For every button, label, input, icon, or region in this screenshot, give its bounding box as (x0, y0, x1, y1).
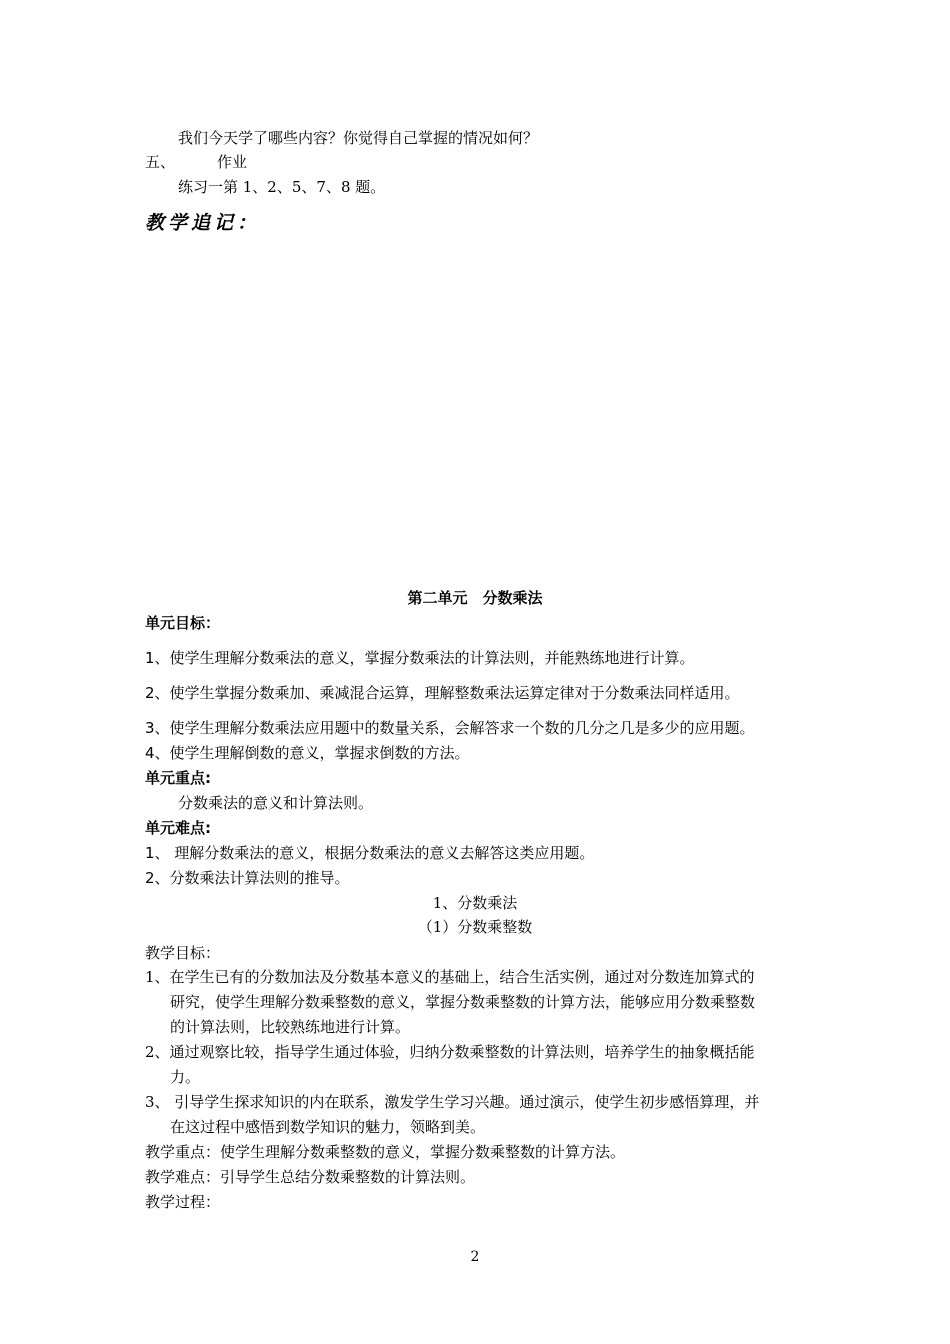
lesson-title: （1）分数乘整数 (417, 918, 533, 936)
teaching-notes-heading: 教学追记： (145, 212, 261, 234)
unit-difficulty-heading: 单元难点: (145, 819, 211, 837)
unit-goal-item: 2、使学生掌握分数乘加、乘减混合运算，理解整数乘法运算定律对于分数乘法同样适用。 (145, 684, 740, 702)
lesson-section-title: 1、分数乘法 (432, 894, 518, 912)
objective-line: 1、在学生已有的分数加法及分数基本意义的基础上，结合生活实例，通过对分数连加算式的 (145, 968, 755, 986)
objective-line: 的计算法则，比较熟练地进行计算。 (170, 1018, 411, 1036)
objective-line: 力。 (170, 1068, 201, 1086)
unit-goal-item: 3、使学生理解分数乘法应用题中的数量关系，会解答求一个数的几分之几是多少的应用题。 (145, 719, 755, 737)
unit-title: 第二单元 分数乘法 (407, 589, 543, 607)
section-five-heading (145, 152, 247, 172)
unit-goals-heading: 单元目标： (145, 614, 221, 632)
process-heading: 教学过程： (145, 1193, 221, 1211)
unit-goal-item: 4、使学生理解倒数的意义，掌握求倒数的方法。 (145, 744, 470, 762)
objective-line: 研究，使学生理解分数乘整数的意义，掌握分数乘整数的计算方法，能够应用分数乘整数 (170, 993, 756, 1011)
objective-line: 2、通过观察比较，指导学生通过体验，归纳分数乘整数的计算法则，培养学生的抽象概括能 (145, 1043, 755, 1061)
homework-assignment: 练习一第 1、2、5、7、8 题。 (178, 178, 386, 196)
unit-goal-item: 1、使学生理解分数乘法的意义，掌握分数乘法的计算法则，并能熟练地进行计算。 (145, 649, 695, 667)
page-number: 2 (470, 1249, 480, 1265)
review-question: 我们今天学了哪些内容？你觉得自己掌握的情况如何？ (178, 129, 539, 147)
unit-key-content: 分数乘法的意义和计算法则。 (178, 794, 374, 812)
objective-line: 在这过程中感悟到数学知识的魅力，领略到美。 (170, 1118, 486, 1136)
objectives-heading: 教学目标： (145, 944, 221, 962)
unit-difficulty-item: 1、 理解分数乘法的意义，根据分数乘法的意义去解答这类应用题。 (145, 844, 595, 862)
section-five-number: 五、 (145, 153, 176, 171)
lesson-key-point: 教学重点：使学生理解分数乘整数的意义，掌握分数乘整数的计算方法。 (145, 1143, 626, 1161)
objective-line: 3、 引导学生探求知识的内在联系，激发学生学习兴趣。通过演示，使学生初步感悟算理，并 (145, 1093, 760, 1111)
unit-key-heading: 单元重点: (145, 769, 211, 787)
unit-difficulty-item: 2、分数乘法计算法则的推导。 (145, 869, 350, 887)
section-five-title: 作业 (217, 153, 248, 171)
lesson-difficult-point: 教学难点：引导学生总结分数乘整数的计算法则。 (145, 1168, 476, 1186)
